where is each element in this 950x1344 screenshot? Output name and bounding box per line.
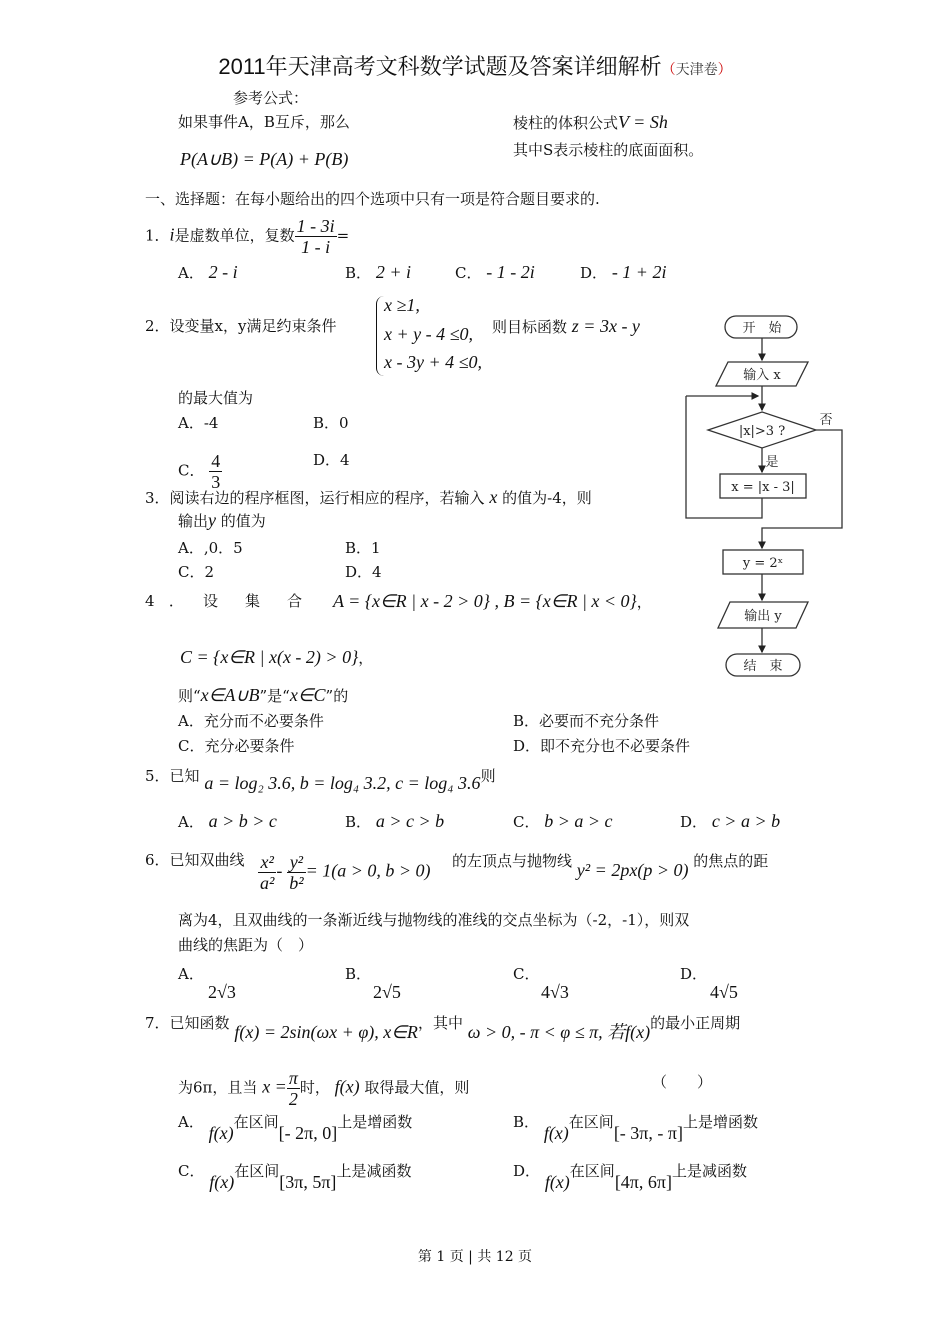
flow-output-label: 输出 y: [744, 609, 782, 624]
q4-set-c: C = {x∈R | x(x - 2) > 0}，: [180, 647, 374, 667]
q7-answer-blank: （ ）: [652, 1073, 713, 1091]
q5-option-a: A． a > b > c: [178, 811, 277, 831]
q4-option-a: A．充分而不必要条件: [178, 712, 324, 730]
flow-end-label: 结 束: [743, 659, 783, 674]
q2-option-a: A．-4: [178, 414, 219, 432]
q7-line2: 为6π，且当 x = $\frac{\pi}{2}$ 时， f(x) 取得最大值，则: [178, 1068, 470, 1109]
question-3: 3．阅读右边的程序框图，运行相应的程序，若输入 x 的值为-4，则: [145, 487, 592, 507]
flow-yes-label: 是: [765, 455, 779, 470]
constraint-1: x ≥1,: [384, 295, 420, 315]
q5-option-c: C． b > a > c: [513, 811, 613, 831]
q6-line3: 曲线的焦距为（ ）: [178, 936, 314, 954]
q7-option-d: D． f(x)在区间[4π, 6π]上是减函数: [513, 1162, 747, 1192]
constraint-2: x + y - 4 ≤0,: [384, 324, 473, 344]
q7-option-c: C． f(x)在区间[3π, 5π]上是减函数: [178, 1162, 412, 1192]
flow-start-label: 开 始: [742, 321, 782, 336]
q6-option-d: D． 4√5: [680, 965, 738, 1002]
q1-option-b: B． 2 + i: [345, 262, 411, 282]
ref-heading: 参考公式：: [233, 89, 309, 107]
question-7: 7．已知函数 f(x) = 2sin(ωx + φ), x∈R，其中 ω > 0, - π < φ ≤ π, 若f(x)的最小正周期: [145, 1014, 741, 1042]
q6-parabola: 的左顶点与抛物线 y² = 2px(p > 0) 的焦点的距: [452, 852, 769, 880]
ref-left1: 如果事件A，B互斥，那么: [178, 113, 350, 131]
flow-calc-label: y = 2ˣ: [742, 556, 784, 571]
q5-option-b: B． a > c > b: [345, 811, 445, 831]
ref-formula-prob: P(A∪B) = P(A) + P(B): [180, 149, 349, 169]
constraint-3: x - 3y + 4 ≤0,: [384, 352, 482, 372]
q1-option-a: A． 2 - i: [178, 262, 238, 282]
flow-no-label: 否: [819, 413, 833, 428]
q2-option-b: B．0: [313, 414, 349, 432]
question-5: 5．已知 a = log₂ 3.6, b = log₄ 3.2, c = log₄ 3.6则: [145, 767, 496, 793]
q3-option-b: B．1: [345, 539, 381, 557]
q4-sets-ab: A = {x∈R | x - 2 > 0} , B = {x∈R | x < 0}，: [333, 591, 652, 611]
q2-option-d: D．4: [313, 451, 350, 469]
q2-text3: 的最大值为: [178, 389, 254, 407]
page-title: 2011年天津高考文科数学试题及答案详细解析（天津卷）: [218, 54, 732, 79]
section-heading: 一、选择题：在每小题给出的四个选项中只有一项是符合题目要求的.: [145, 190, 600, 208]
q6-option-b: B． 2√5: [345, 965, 401, 1002]
page-footer: 第 1 页 | 共 12 页: [417, 1249, 533, 1265]
q3-option-d: D．4: [345, 563, 382, 581]
q6-option-a: A． 2√3: [178, 965, 236, 1002]
q6-line2: 离为4，且双曲线的一条渐近线与抛物线的准线的交点坐标为（-2，-1），则双: [178, 911, 690, 929]
q7-option-a: A． f(x)在区间[- 2π, 0]上是增函数: [178, 1113, 413, 1143]
flow-cond-label: |x|>3 ?: [738, 424, 786, 439]
q3-option-c: C．2: [178, 563, 215, 581]
flow-assign-label: x = |x - 3|: [731, 480, 795, 495]
q4-option-c: C．充分必要条件: [178, 737, 295, 755]
q6-option-c: C． 4√3: [513, 965, 569, 1002]
q1-option-c: C． - 1 - 2i: [455, 262, 535, 282]
q2-objective: 则目标函数 z = 3x - y: [492, 316, 640, 336]
flow-input-label: 输入 x: [743, 368, 781, 383]
question-1: 1．i是虚数单位，复数 $\frac{1 - 3i}{1 - i}$ =: [145, 216, 350, 257]
q1-option-d: D． - 1 + 2i: [580, 262, 667, 282]
flowchart: [670, 300, 860, 700]
ref-right1: 棱柱的体积公式V = Sh: [513, 112, 668, 132]
q5-option-d: D． c > a > b: [680, 811, 781, 831]
q3-option-a: A．,0．5: [178, 539, 243, 557]
q4-option-d: D．即不充分也不必要条件: [513, 737, 691, 755]
q3-line2: 输出y 的值为: [178, 510, 266, 530]
q2-option-c: C． $\frac{4}{3}$: [178, 451, 221, 492]
question-2: 2．设变量x，y满足约束条件: [145, 317, 337, 335]
q4-option-b: B．必要而不充分条件: [513, 712, 660, 730]
q4-condition: 则“x∈A∪B”是“x∈C”的: [178, 685, 349, 705]
question-4: 4 ． 设 集 合: [145, 592, 308, 610]
question-6: 6．已知双曲线: [145, 851, 245, 869]
q7-option-b: B． f(x)在区间[- 3π, - π]上是增函数: [513, 1113, 758, 1143]
ref-right2: 其中S表示棱柱的底面面积。: [513, 141, 704, 159]
q6-hyperbola: $\frac{\text{x²}}{\text{a²}}$ - $\frac{\text{y²}}{\text{b²}}$ = 1(a > 0, b > 0): [260, 852, 431, 893]
